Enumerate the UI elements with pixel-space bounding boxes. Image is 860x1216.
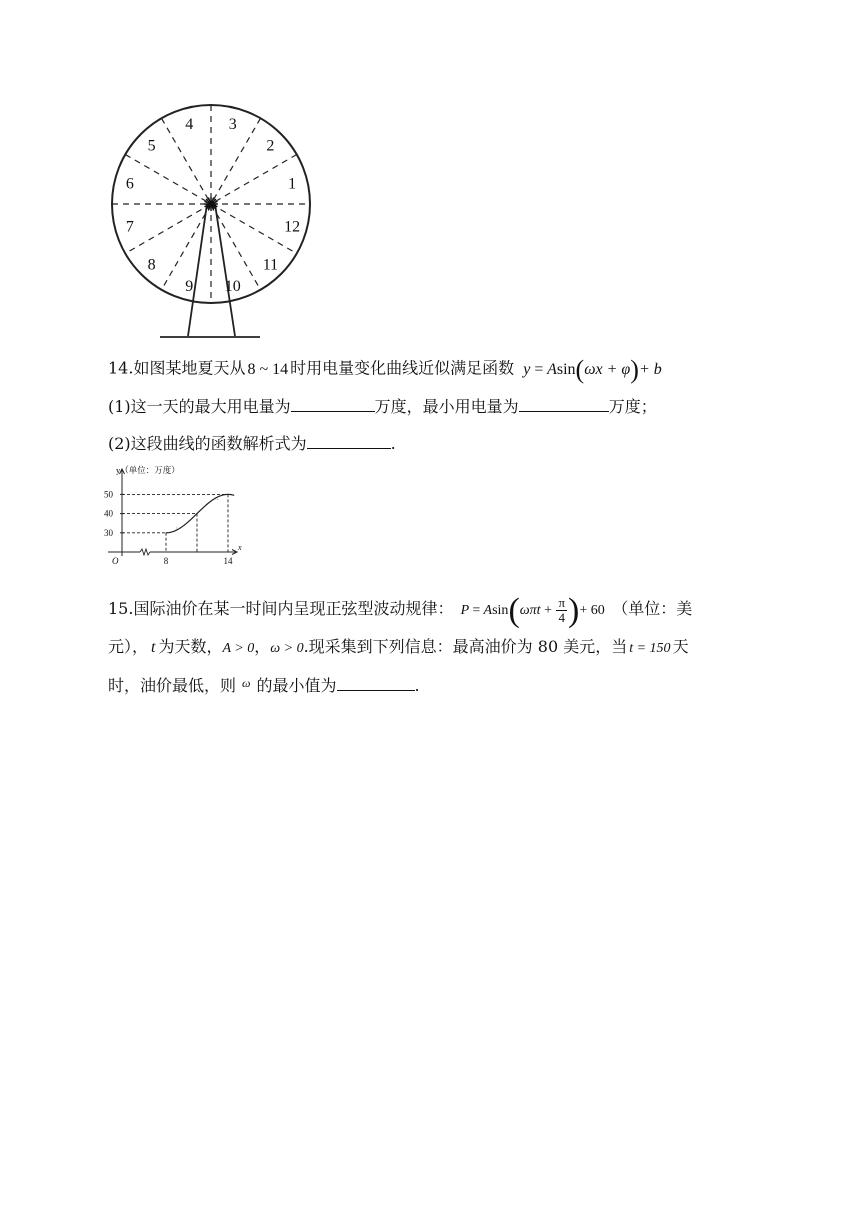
q15-formula: P = Asin(ωπt + $\frac{\pi}{4}$ )+ 60 — [460, 591, 605, 629]
usage-graph — [104, 464, 244, 572]
q15-cond-omega: ω > 0 — [270, 641, 304, 656]
usage-data-point — [197, 513, 198, 514]
usage-data-point — [176, 528, 177, 529]
q14-answer-blank-function[interactable] — [307, 432, 391, 449]
q14-part2 — [108, 432, 396, 455]
q15-line2-a: 元）， — [108, 637, 149, 656]
q15-line3-b: 的最小值为 — [256, 676, 337, 695]
q14-part2-end: . — [390, 434, 396, 453]
q14-number: 14. — [108, 358, 134, 378]
q14-stem — [108, 357, 662, 383]
wheel-seat-label: 3 — [228, 115, 237, 133]
q15-cond-a: A > 0 — [222, 641, 255, 656]
graph-y-tick-label: 50 — [104, 489, 113, 500]
q15-stem-text: 国际油价在某一时间内呈现正弦型波动规律： — [133, 599, 454, 618]
q14-range: 8 ~ 14 — [247, 360, 289, 378]
q14-answer-blank-max[interactable] — [291, 395, 375, 412]
q14-part1-unit1: 万度，最小用电量为 — [374, 397, 519, 416]
q15-answer-blank[interactable] — [337, 674, 415, 691]
q14-part1-label: (1)这一天的最大用电量为 — [108, 397, 291, 416]
q14-answer-blank-min[interactable] — [519, 395, 609, 412]
q15-number: 15. — [108, 599, 134, 618]
q15-line2-b: 为天数， — [158, 637, 223, 656]
q15-unit-text: （单位：美 — [612, 599, 693, 618]
wheel-seat-label: 5 — [147, 137, 156, 155]
wheel-seat-label: 4 — [185, 115, 194, 133]
q15-stem — [108, 591, 693, 629]
usage-data-point — [217, 499, 218, 500]
q15-line3-a: 时，油价最低，则 — [108, 676, 237, 695]
usage-data-point — [228, 494, 229, 495]
q14-stem-text: 如图某地夏天从 — [133, 358, 246, 378]
q15-line3-end: . — [414, 676, 420, 695]
q14-part2-label: (2)这段曲线的函数解析式为 — [108, 434, 307, 453]
q14-formula: y = Asin(ωx + φ)+ b — [523, 355, 662, 384]
q14-stem-text2: 时用电量变化曲线近似满足函数 — [290, 358, 515, 378]
q15-line2-c: .现采集到下列信息：最高油价为 80 美元，当 — [303, 637, 628, 656]
q15-t-eq: t = 150 — [629, 641, 671, 656]
q15-omega: ω — [242, 676, 251, 690]
q14-part1-unit2: 万度； — [608, 397, 657, 416]
graph-x-tick-label: 14 — [223, 556, 233, 566]
usage-data-point — [207, 504, 208, 505]
wheel-seat-label: 11 — [262, 256, 279, 274]
q15-line2 — [108, 636, 689, 660]
graph-origin-label: O — [112, 556, 119, 566]
wheel-support-left — [188, 204, 207, 336]
wheel-seat-label: 7 — [125, 218, 134, 236]
graph-y-label: y（单位：万度） — [116, 465, 180, 475]
graph-y-tick-label: 30 — [104, 527, 113, 538]
q15-line3 — [108, 672, 420, 697]
ferris-wheel-figure — [100, 100, 330, 345]
wheel-support-right — [215, 204, 235, 336]
wheel-seat-label: 12 — [284, 218, 301, 236]
wheel-seat-label: 1 — [288, 175, 297, 193]
wheel-seat-label: 2 — [266, 137, 275, 155]
q15-t-var: t — [151, 639, 156, 656]
q15-pi-over-4: $\frac{\pi}{4}$ — [558, 595, 566, 626]
q15-sep: ， — [254, 637, 271, 656]
graph-x-label: x — [238, 543, 242, 552]
usage-curve — [166, 494, 234, 532]
q14-part1 — [108, 395, 657, 418]
q15-line2-d: 天 — [672, 637, 689, 656]
wheel-seat-label: 8 — [147, 256, 156, 274]
graph-y-tick-label: 40 — [104, 508, 113, 519]
graph-axis-break — [140, 549, 150, 555]
usage-data-point — [166, 532, 167, 533]
wheel-seat-label: 6 — [125, 175, 134, 193]
wheel-seat-label: 10 — [224, 278, 241, 296]
wheel-seat-label: 9 — [185, 278, 194, 296]
usage-data-point — [186, 523, 187, 524]
graph-x-tick-label: 8 — [163, 556, 169, 566]
